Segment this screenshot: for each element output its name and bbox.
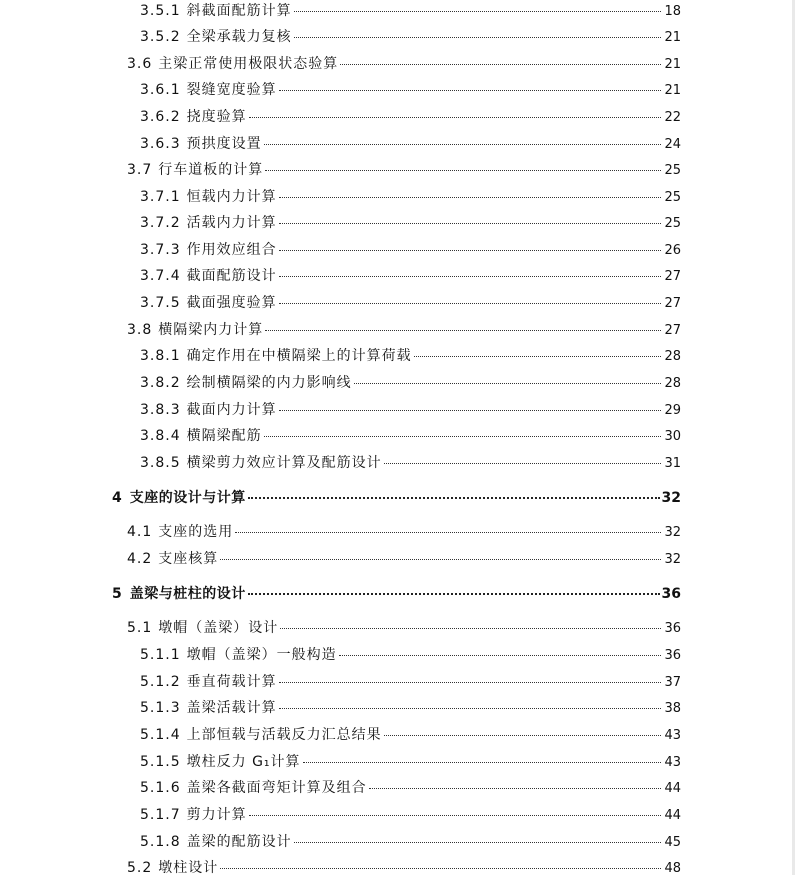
toc-section-number: 3.5.2 — [140, 29, 181, 45]
toc-section-title: 全梁承载力复核 — [186, 29, 292, 45]
toc-section-number: 5.1 — [127, 620, 153, 636]
toc-chapter-number: 4 — [112, 490, 122, 506]
toc-page-number: 22 — [664, 110, 681, 125]
toc-entry-3-6-3[interactable] — [140, 134, 681, 154]
toc-entry-5-1-2[interactable] — [140, 672, 681, 692]
toc-page-number: 18 — [664, 4, 681, 19]
toc-entry-5-1-8[interactable] — [140, 832, 681, 852]
toc-section-number: 3.7.5 — [140, 295, 181, 311]
toc-dot-leader — [265, 170, 661, 171]
toc-entry-3-8-2[interactable] — [140, 373, 681, 393]
toc-section-title: 墩柱设计 — [158, 860, 219, 876]
toc-section-title: 恒载内力计算 — [186, 189, 277, 205]
toc-section-title: 盖梁活载计算 — [186, 700, 277, 716]
toc-section-title: 横隔梁内力计算 — [158, 322, 264, 338]
toc-entry-3-7-2[interactable] — [140, 213, 681, 233]
toc-dot-leader — [220, 559, 661, 560]
toc-page-number: 25 — [664, 190, 681, 205]
toc-dot-leader — [248, 497, 660, 499]
toc-section-title: 墩柱反力 G₁计算 — [186, 754, 301, 770]
toc-page-number: 27 — [664, 269, 681, 284]
toc-entry-3-6-1[interactable] — [140, 80, 681, 100]
toc-section-title: 斜截面配筋计算 — [186, 3, 292, 19]
toc-section-title: 确定作用在中横隔梁上的计算荷载 — [186, 348, 412, 364]
toc-section-title: 盖梁各截面弯矩计算及组合 — [186, 780, 367, 796]
toc-page-number: 26 — [664, 243, 681, 258]
toc-dot-leader — [294, 37, 661, 38]
toc-page-number: 45 — [664, 835, 681, 850]
toc-section-title: 作用效应组合 — [186, 242, 277, 258]
toc-section-number: 3.7.2 — [140, 215, 181, 231]
toc-dot-leader — [294, 842, 661, 843]
toc-dot-leader — [264, 144, 661, 145]
toc-page-number: 36 — [661, 586, 681, 602]
toc-section-number: 4.1 — [127, 524, 153, 540]
toc-section-number: 5.1.4 — [140, 727, 181, 743]
toc-dot-leader — [279, 410, 661, 411]
toc-section-title: 挠度验算 — [186, 109, 247, 125]
toc-chapter-title: 支座的设计与计算 — [129, 490, 246, 506]
toc-section-number: 5.1.6 — [140, 780, 181, 796]
toc-entry-5-1-7[interactable] — [140, 805, 681, 825]
toc-page-number: 31 — [664, 456, 681, 471]
toc-dot-leader — [220, 868, 661, 869]
toc-section-number: 3.7.4 — [140, 268, 181, 284]
toc-page-number: 43 — [664, 728, 681, 743]
toc-page-number: 27 — [664, 296, 681, 311]
toc-entry-5-1-4[interactable] — [140, 725, 681, 745]
toc-page-number: 27 — [664, 323, 681, 338]
toc-page-number: 48 — [664, 861, 681, 876]
toc-page-number: 43 — [664, 755, 681, 770]
toc-section-title: 行车道板的计算 — [158, 162, 264, 178]
toc-page-number: 36 — [664, 621, 681, 636]
toc-page-number: 38 — [664, 701, 681, 716]
toc-section-title: 垂直荷载计算 — [186, 674, 277, 690]
toc-section-number: 3.6.3 — [140, 136, 181, 152]
toc-section-number: 3.5.1 — [140, 3, 181, 19]
toc-page-number: 21 — [664, 83, 681, 98]
toc-section-number: 5.1.2 — [140, 674, 181, 690]
toc-section-title: 支座核算 — [158, 551, 219, 567]
toc-dot-leader — [279, 682, 661, 683]
toc-entry-3-6[interactable] — [127, 54, 681, 74]
toc-section-title: 绘制横隔梁的内力影响线 — [186, 375, 352, 391]
toc-dot-leader — [279, 90, 661, 91]
toc-entry-3-7-4[interactable] — [140, 266, 681, 286]
toc-dot-leader — [354, 383, 661, 384]
toc-section-title: 剪力计算 — [186, 807, 247, 823]
toc-entry-chapter-4[interactable] — [112, 488, 681, 508]
toc-dot-leader — [279, 276, 661, 277]
toc-page-number: 24 — [664, 137, 681, 152]
toc-section-number: 4.2 — [127, 551, 153, 567]
toc-entry-3-8-1[interactable] — [140, 346, 681, 366]
toc-page-number: 28 — [664, 376, 681, 391]
toc-page-number: 21 — [664, 30, 681, 45]
toc-dot-leader — [339, 655, 661, 656]
toc-section-title: 预拱度设置 — [186, 136, 262, 152]
toc-entry-5-1-6[interactable] — [140, 778, 681, 798]
toc-entry-3-7[interactable] — [127, 160, 681, 180]
toc-section-number: 3.8.4 — [140, 428, 181, 444]
toc-entry-3-7-5[interactable] — [140, 293, 681, 313]
toc-dot-leader — [303, 762, 661, 763]
toc-dot-leader — [265, 330, 661, 331]
toc-chapter-number: 5 — [112, 586, 122, 602]
toc-entry-4-2[interactable] — [127, 549, 681, 569]
toc-section-number: 5.1.7 — [140, 807, 181, 823]
toc-section-number: 3.8.5 — [140, 455, 181, 471]
toc-section-title: 截面配筋设计 — [186, 268, 277, 284]
toc-entry-4-1[interactable] — [127, 522, 681, 542]
toc-dot-leader — [279, 197, 661, 198]
toc-page-number: 36 — [664, 648, 681, 663]
toc-section-title: 上部恒载与活载反力汇总结果 — [186, 727, 382, 743]
toc-section-title: 裂缝宽度验算 — [186, 82, 277, 98]
toc-entry-5-1[interactable] — [127, 618, 681, 638]
toc-dot-leader — [384, 735, 661, 736]
toc-section-number: 5.1.8 — [140, 834, 181, 850]
toc-section-number: 3.8.1 — [140, 348, 181, 364]
toc-entry-5-1-1[interactable] — [140, 645, 681, 665]
toc-section-number: 5.1.1 — [140, 647, 181, 663]
toc-section-number: 3.7 — [127, 162, 153, 178]
toc-dot-leader — [235, 532, 661, 533]
toc-page-number: 37 — [664, 675, 681, 690]
toc-page-number: 44 — [664, 808, 681, 823]
toc-entry-3-6-2[interactable] — [140, 107, 681, 127]
toc-section-number: 5.1.3 — [140, 700, 181, 716]
toc-page-number: 32 — [664, 525, 681, 540]
toc-section-title: 横隔梁配筋 — [186, 428, 262, 444]
toc-section-number: 5.2 — [127, 860, 153, 876]
toc-dot-leader — [279, 303, 661, 304]
toc-section-number: 3.6.1 — [140, 82, 181, 98]
toc-entry-3-7-3[interactable] — [140, 240, 681, 260]
toc-page-number: 44 — [664, 781, 681, 796]
toc-section-number: 3.6 — [127, 56, 153, 72]
toc-page-number: 32 — [664, 552, 681, 567]
toc-section-number: 3.8 — [127, 322, 153, 338]
toc-dot-leader — [249, 117, 661, 118]
toc-section-number: 3.7.3 — [140, 242, 181, 258]
toc-section-number: 3.8.2 — [140, 375, 181, 391]
toc-section-number: 5.1.5 — [140, 754, 181, 770]
toc-dot-leader — [279, 223, 661, 224]
toc-dot-leader — [369, 788, 661, 789]
toc-section-title: 墩帽（盖梁）一般构造 — [186, 647, 337, 663]
toc-dot-leader — [279, 250, 661, 251]
toc-entry-3-7-1[interactable] — [140, 187, 681, 207]
toc-dot-leader — [249, 815, 661, 816]
toc-page-number: 25 — [664, 216, 681, 231]
toc-page-number: 25 — [664, 163, 681, 178]
toc-dot-leader — [280, 628, 661, 629]
toc-entry-chapter-5[interactable] — [112, 584, 681, 604]
toc-section-title: 盖梁的配筋设计 — [186, 834, 292, 850]
toc-entry-3-5-1[interactable] — [140, 1, 681, 21]
toc-section-title: 截面内力计算 — [186, 402, 277, 418]
toc-dot-leader — [248, 593, 660, 595]
toc-section-title: 支座的选用 — [158, 524, 234, 540]
toc-section-number: 3.7.1 — [140, 189, 181, 205]
toc-entry-3-5-2[interactable] — [140, 27, 681, 47]
toc-page-number: 29 — [664, 403, 681, 418]
toc-entry-5-1-3[interactable] — [140, 698, 681, 718]
toc-dot-leader — [264, 436, 661, 437]
toc-page-number: 28 — [664, 349, 681, 364]
toc-entry-5-2[interactable] — [127, 858, 681, 878]
toc-section-number: 3.8.3 — [140, 402, 181, 418]
toc-section-title: 墩帽（盖梁）设计 — [158, 620, 279, 636]
toc-dot-leader — [279, 708, 661, 709]
toc-entry-5-1-5[interactable] — [140, 752, 681, 772]
toc-chapter-title: 盖梁与桩柱的设计 — [129, 586, 246, 602]
toc-entry-3-8-4[interactable] — [140, 426, 681, 446]
toc-dot-leader — [414, 356, 661, 357]
toc-dot-leader — [384, 463, 661, 464]
toc-entry-3-8-5[interactable] — [140, 453, 681, 473]
toc-page-number: 32 — [661, 490, 681, 506]
toc-section-title: 活载内力计算 — [186, 215, 277, 231]
toc-page-number: 30 — [664, 429, 681, 444]
toc-page-number: 21 — [664, 57, 681, 72]
toc-section-number: 3.6.2 — [140, 109, 181, 125]
toc-dot-leader — [340, 64, 661, 65]
toc-entry-3-8[interactable] — [127, 320, 681, 340]
toc-section-title: 截面强度验算 — [186, 295, 277, 311]
toc-dot-leader — [294, 11, 661, 12]
toc-section-title: 横梁剪力效应计算及配筋设计 — [186, 455, 382, 471]
toc-entry-3-8-3[interactable] — [140, 400, 681, 420]
toc-section-title: 主梁正常使用极限状态验算 — [158, 56, 339, 72]
